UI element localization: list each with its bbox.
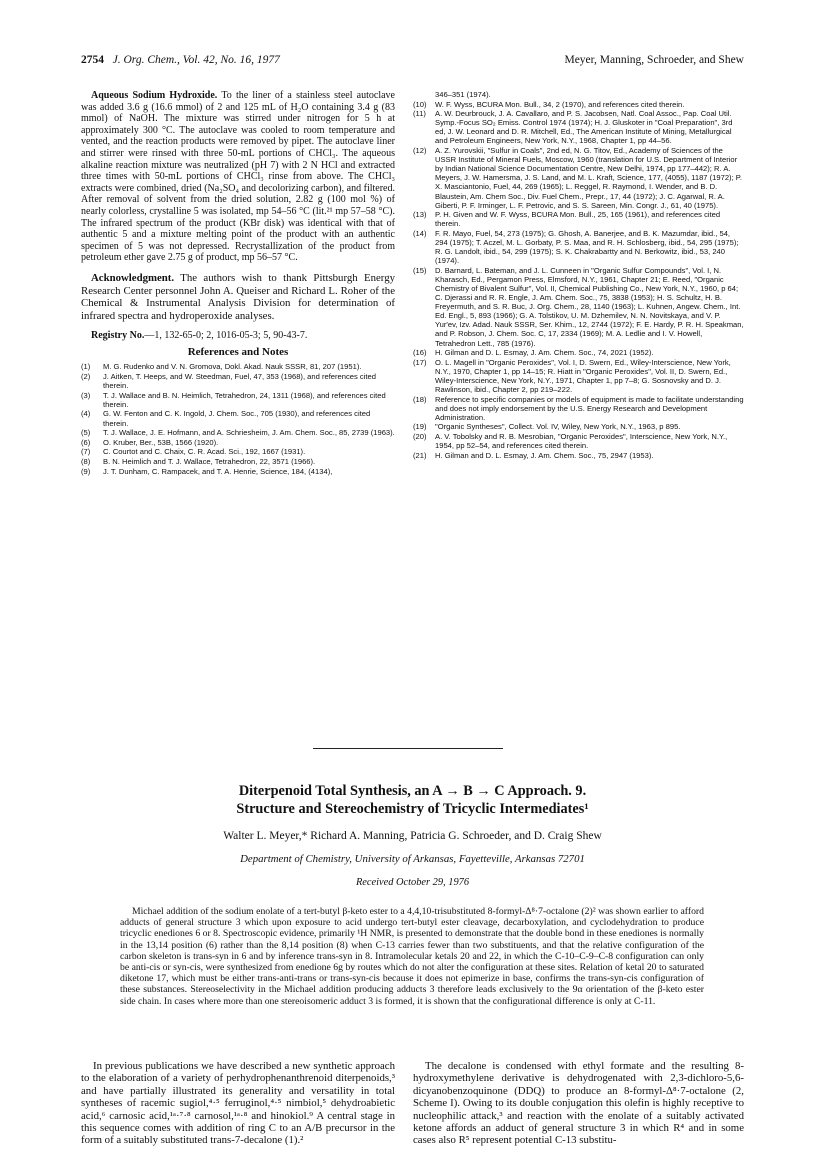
article-affiliation: Department of Chemistry, University of Arkansas, Fayetteville, Arkansas 72701 [240,853,585,865]
reference-item [413,210,744,228]
left-column [81,90,395,476]
reference-text: M. G. Rudenko and V. N. Gromova, Dokl. Akad. Nauk SSSR, 81, 207 (1951). [103,362,362,372]
reference-number: (16) [413,348,427,358]
reference-text: P. H. Given and W. F. Wyss, BCURA Mon. Bull., 25, 165 (1961), and references cited therein. [435,210,721,229]
reference-item [413,146,744,210]
reference-number: (11) [413,109,426,119]
header-left [81,54,280,66]
reference-text: O. L. Magell in "Organic Peroxides", Vol. I, D. Swern, Ed., Wiley-Interscience, New York, N.Y., 1970, Chapter 1, pp 14–15; R. Hiatt in "Organic Peroxides", Vol. II, D. Swern, Ed., Wiley-Interscience, New York, N.Y., 1971, Chapter 1, pp 7–8; G. Sosnovsky and D. J. Rawlinson, ibid., Chapter 2, pp 219–222. [435,357,731,394]
reference-number: (15) [413,265,427,275]
right-column [413,90,744,460]
reference-item [81,467,395,476]
reference-number: (17) [413,357,427,367]
reference-number: (9) [81,466,91,476]
reference-number: (18) [413,394,427,404]
reference-item [413,109,744,145]
running-authors: Meyer, Manning, Schroeder, and Shew [564,54,744,66]
reference-number: (13) [413,210,427,220]
section-divider [313,748,503,749]
body-text-left: In previous publications we have described a new synthetic approach to the elaboration of a variety of perhydrophenanthrenoid diterpenoids,³ and have partially illustrated its generality and versatility in total syntheses of racemic sugiol,⁴·⁵ ferruginol,⁴·⁵ nimbiol,⁵ dehydroabietic acid,⁶ carnosic acid,¹ᵃ·⁷·⁸ carnosol,¹ᵃ·⁸ and hinokiol.⁹ A central stage in this sequence comes with addition of ring C to an A/B precursor in the form of a suitably substituted trans-7-decalone (1).² [81,1060,395,1147]
abstract: Michael addition of the sodium enolate of a tert-butyl β-keto ester to a 4,4,10-trisubstituted 8-formyl-Δ⁸·7-octalone (2)² was shown earlier to afford adducts of general structure 3 which upon exposure to acid undergo tert-butyl ester cleavage, decarboxylation, and cyclodehydration to produce tricyclic enediones 6 or 8. Spectroscopic evidence, primarily ¹H NMR, is presented to demonstrate that the double bond in these enediones is normally in the 13,14 position (6) rather than the 8,14 position (8) when C-13 carries fewer than two substituents, and that the relative configuration of the carbon skeleton is trans-syn in 6 and by inference trans-syn in 8. Intramolecular ketals 20 and 22, in which the C-10–C-9–C-8 configuration can only be anti-cis or syn-cis, were synthesized from enedione 6g by routes which do not alter the configuration at these sites. Relation of ketal 20 to saturated diketone 17, which must be either trans-anti-trans or trans-syn-cis because it does not epimerize in base, confirms the trans-syn-cis configuration of these substances. Stereoselectivity in the Michael addition producing adducts 3 therefore leads exclusively to the 9α orientation of the β-keto ester side chain. In cases where more than one stereoisomeric adduct 3 is formed, it is shown that the configurational difference is only at C-11. [120,906,704,1007]
reference-number: (1) [81,362,91,372]
reference-item [81,409,395,427]
reference-number: (14) [413,228,427,238]
running-header [81,54,744,74]
reference-item [413,432,744,450]
reference-item [413,266,744,348]
article-authors: Walter L. Meyer,* Richard A. Manning, Patricia G. Schroeder, and D. Craig Shew [223,830,602,842]
references-heading: References and Notes [187,345,289,358]
reference-text: T. J. Wallace, J. E. Hofmann, and A. Schriesheim, J. Am. Chem. Soc., 85, 2739 (1963). [103,428,395,438]
journal-citation: J. Org. Chem., Vol. 42, No. 16, 1977 [112,54,280,66]
reference-text: G. W. Fenton and C. K. Ingold, J. Chem. Soc., 705 (1930), and references cited therein. [103,409,371,428]
reference-item [413,90,744,99]
acknowledgment-paragraph [81,272,395,322]
reference-item [81,362,395,371]
reference-item [81,438,395,447]
reference-item [413,229,744,265]
title-line-2: Structure and Stereochemistry of Tricyclic Intermediates¹ [236,801,589,817]
experimental-paragraph [81,90,395,264]
reference-number: (7) [81,447,91,457]
reference-number: (8) [81,456,91,466]
reference-number: (4) [81,409,91,419]
reference-text: T. J. Wallace and B. N. Heimlich, Tetrahedron, 24, 1311 (1968), and references cited therein. [103,390,386,409]
reference-text: A. Z. Yurovskii, "Sulfur in Coals", 2nd ed, N. G. Titov, Ed., Academy of Sciences of the USSR Institute of Mineral Fuels, Moscow, 1960 (translation for U.S. Department of Interior by Indian National Science Documentation Centre, New Delhi, 1974, pp 177–442); R. A. Meyers, J. W. Hamersma, J. S. Land, and M. L. Kraft, Science, 177, (4055), 1187 (1972); P. X. Masciantonio, Fuel, 44, 269 (1965); L. Reggel, R. Raymond, I. Wender, and B. D. Blaustein, Am. Chem Soc., Div. Fuel Chem., Prepr., 17, 44 (1972); J. C. Agarwal, R. A. Giberti, P. F. Irminger, L. F. Petrovic, and S. S. Sareen, Min. Congr. J., 61, 40 (1975). [435,146,742,210]
reference-item [413,358,744,394]
reference-text: J. Aitken, T. Heeps, and W. Steedman, Fuel, 47, 353 (1968), and references cited therein. [103,372,376,391]
reference-text: A. V. Tobolsky and R. B. Mesrobian, "Organic Peroxides", Interscience, New York, N.Y., 1954, pp 52–54, and references cited therein. [435,431,728,451]
reference-number: (2) [81,372,91,382]
reference-number: (12) [413,146,427,156]
reference-number: (5) [81,428,91,438]
reference-item [413,451,744,460]
reference-item [81,457,395,466]
reference-item [81,372,395,390]
acknowledgment-text: The authors wish to thank Pittsburgh Energy Research Center personnel John A. Queiser and Richard L. Roher of the Chemical & Instrumental Analysis Division for determination of infrared spectra and hydroperoxide analyses. [81,271,395,322]
reference-number: (21) [413,450,427,460]
body-text-right: The decalone is condensed with ethyl formate and the resulting 8-hydroxymethylene derivative is dehydrogenated with 2,3-dichloro-5,6-dicyanobenzoquinone (DDQ) to produce an 8-formyl-Δ⁸·7-octalone (2, Scheme I). Owing to its double conjugation this olefin is highly receptive to nucleophilic attack,³ and reaction with the enolate of a suitably activated ketone affords an adduct of general structure 3 in which R⁴ and in some cases also R⁵ represent potential C-13 substitu- [413,1060,744,1147]
references-list-left [81,362,395,475]
reference-item [81,391,395,409]
reference-text: D. Barnard, L. Bateman, and J. L. Cunneen in "Organic Sulfur Compounds", Vol. I, N. Kharasch, Ed., Pergamon Press, Elmsford, N.Y., 1961, Chapter 21; E. Reed, "Organic Chemistry of Bivalent Sulfur", Vol. II, Chemical Publishing Co., New York, N.Y., 1960, p 64; C. Djerassi and R. R. Engle, J. Am. Chem. Soc., 75, 3838 (1953); H. S. Schultz, H. B. Freyermuth, and S. R. Buc, J. Org. Chem., 28, 1140 (1963); L. Kuhnen, Angew. Chem., Int. Ed. Engl., 5, 893 (1966); G. A. Tolstikov, U. M. Dzhemilev, N. N. Novitskaya, and V. P. Yur'ev, Izv. Adad. Nauk SSSR, Ser. Khim., 12, 2744 (1972); F. E. Hardy, P. R. H. Speakman, and P. Robson, J. Chem. Soc. C, 17, 2334 (1969); M. A. Ledlie and I. V. Howell, Tetrahedron Lett., 785 (1976). [435,265,744,348]
reference-text: J. T. Dunham, C. Rampacek, and T. A. Henrie, Science, 184, (4134), [103,466,333,476]
references-list-right [413,90,744,460]
reference-item [81,447,395,456]
reference-number: (10) [413,99,427,109]
reference-number: (6) [81,437,91,447]
registry-text: —1, 132-65-0; 2, 1016-05-3; 5, 90-43-7. [144,330,308,342]
reference-text: A. W. Deurbrouck, J. A. Cavallaro, and P. S. Jacobsen, Natl. Coal Assoc., Pap. Coal Util. Symp.-Focus SO₂ Emiss. Control 1974 (1974); H. J. Gluskoter in "Coal Preparation", 3rd ed, J. W. Leonard and D. R. Mitchell, Ed., The American Institute of Mining, Metallurgical and Petroleum Engineers, New York, N.Y., 1968, Chapter 1, pp 44–56. [435,109,733,146]
experimental-heading: Aqueous Sodium Hydroxide. [91,90,218,101]
reference-text: 346–351 (1974). [435,90,491,99]
reference-item [413,422,744,431]
reference-item [413,100,744,109]
reference-text: C. Courtot and C. Chaix, C. R. Acad. Sci., 192, 1667 (1931). [103,447,306,457]
registry-heading: Registry No. [91,330,145,342]
reference-item [81,428,395,437]
reference-number: (20) [413,431,427,441]
reference-number: (3) [81,390,91,400]
reference-item [413,348,744,357]
reference-text: Reference to specific companies or models of equipment is made to facilitate understanding and does not imply endorsement by the U.S. Energy Research and Development Administration. [435,394,744,422]
received-date: Received October 29, 1976 [355,877,470,888]
reference-text: H. Gilman and D. L. Esmay, J. Am. Chem. Soc., 75, 2947 (1953). [435,450,654,460]
acknowledgment-heading: Acknowledgment. [91,271,175,284]
reference-text: B. N. Heimlich and T. J. Wallace, Tetrahedron, 22, 3571 (1966). [103,456,316,466]
reference-text: "Organic Syntheses", Collect. Vol. IV, Wiley, New York, N.Y., 1963, p 895. [435,422,681,432]
reference-text: F. R. Mayo, Fuel, 54, 273 (1975); G. Ghosh, A. Banerjee, and B. K. Mazumdar, ibid., 54, 294 (1975); T. Aczel, M. L. Gorbaty, P. S. Maa, and R. H. Schlosberg, ibid., 54, 295 (1975); R. G. Landolt, ibid., 54, 299 (1975); S. K. Chakrabartty and N. Berkowitz, ibid., 53, 240 (1974). [435,228,739,266]
registry-paragraph [81,330,395,342]
page-number: 2754 [81,54,104,66]
article-title [81,782,744,818]
experimental-text: To the liner of a stainless steel autoclave was added 3.6 g (16.6 mmol) of 2 and 125 mL of H₂O containing 3.4 g (83 mmol) of NaOH. The mixture was stirred under nitrogen for 5 h at approximately 300 °C. The autoclave was cooled to room temperature and vented, and the reaction products were removed by pipet. The autoclave liner and stirrer were rinsed with three 50-mL portions of CHCl₃. The aqueous alkaline reaction mixture was neutralized (pH 7) with 2 N HCl and extracted three times with 50-mL portions of CHCl₃ rinse from above. The CHCl₃ extracts were combined, dried (Na₂SO₄ and decolorizing carbon), and filtered. After removal of solvent from the dried solution, 2.82 g (100 mol %) of nearly colorless, crystalline 5 was isolated, mp 54–56 °C (lit.²¹ mp 57–58 °C). The infrared spectrum of the product (KBr disk) was identical with that of authentic 5 and a mixture melting point of the product with an authentic specimen of 5 was not depressed. Recrystallization of the product from petroleum ether gave 2.75 g of product, mp 56–57 °C. [81,90,395,264]
reference-text: O. Kruber, Ber., 53B, 1566 (1920). [103,437,219,447]
reference-text: H. Gilman and D. L. Esmay, J. Am. Chem. Soc., 74, 2021 (1952). [435,348,654,358]
reference-item [413,395,744,422]
reference-text: W. F. Wyss, BCURA Mon. Bull., 34, 2 (1970), and references cited therein. [435,99,685,109]
title-line-1: Diterpenoid Total Synthesis, an A → B → C Approach. 9. [238,783,587,799]
reference-number: (19) [413,422,427,432]
